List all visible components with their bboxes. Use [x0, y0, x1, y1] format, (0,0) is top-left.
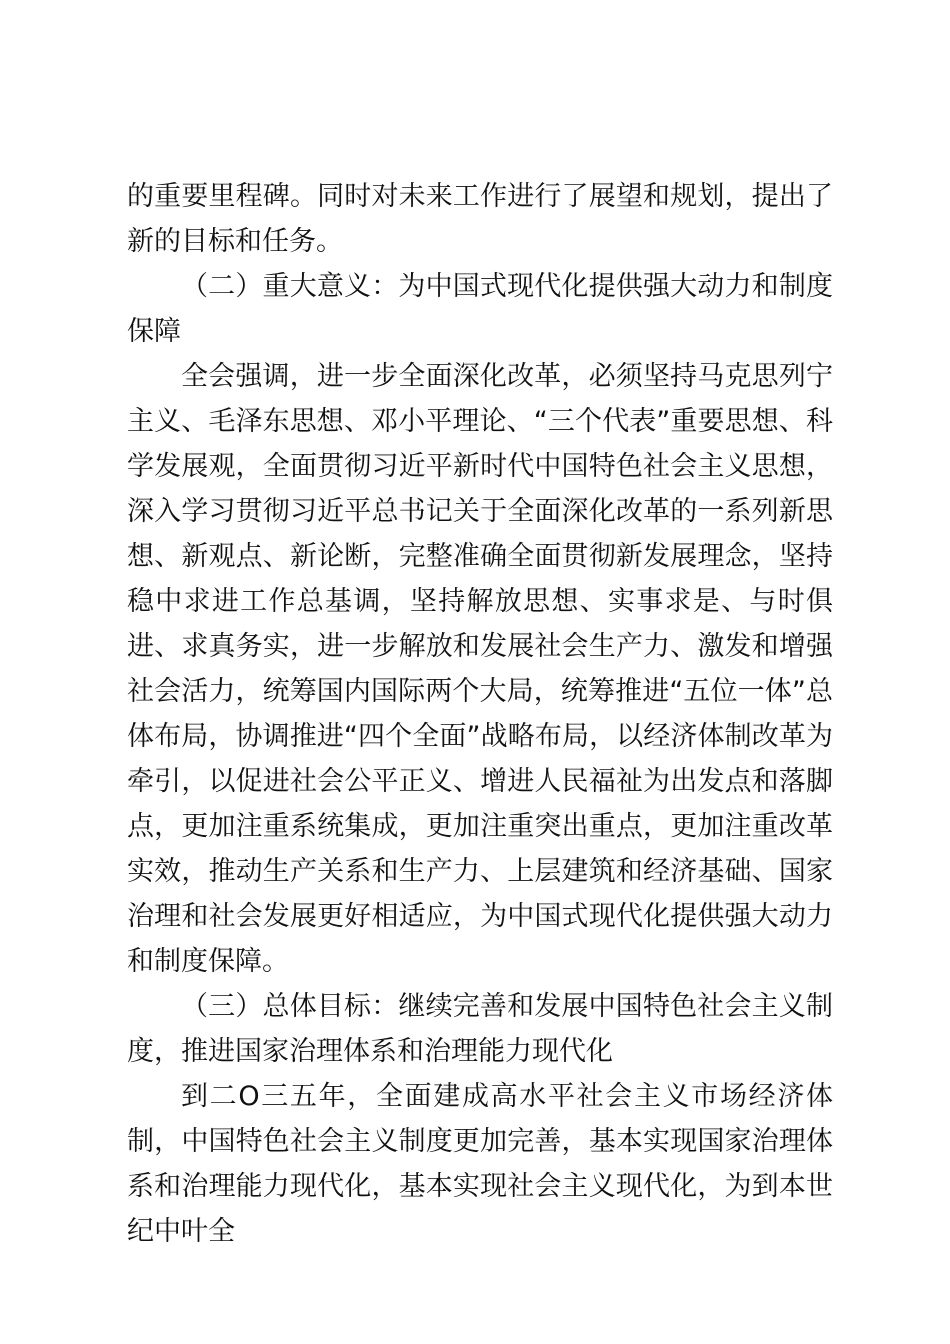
- section-heading-significance: （二）重大意义：为中国式现代化提供强大动力和制度保障: [127, 271, 833, 347]
- paragraph-continuation: 的重要里程碑。同时对未来工作进行了展望和规划，提出了新的目标和任务。: [127, 181, 833, 257]
- section-heading-overall-goal: （三）总体目标：继续完善和发展中国特色社会主义制度，推进国家治理体系和治理能力现代化: [127, 991, 833, 1067]
- document-body: [127, 174, 833, 1254]
- paragraph-plenary-emphasis: 全会强调，进一步全面深化改革，必须坚持马克思列宁主义、毛泽东思想、邓小平理论、“三个代表”重要思想、科学发展观，全面贯彻习近平新时代中国特色社会主义思想，深入学习贯彻习近平总书记关于全面深化改革的一系列新思想、新观点、新论断，完整准确全面贯彻新发展理念，坚持稳中求进工作总基调，坚持解放思想、实事求是、与时俱进、求真务实，进一步解放和发展社会生产力、激发和增强社会活力，统筹国内国际两个大局，统筹推进“五位一体”总体布局，协调推进“四个全面”战略布局，以经济体制改革为牵引，以促进社会公平正义、增进人民福祉为出发点和落脚点，更加注重系统集成，更加注重突出重点，更加注重改革实效，推动生产关系和生产力、上层建筑和经济基础、国家治理和社会发展更好相适应，为中国式现代化提供强大动力和制度保障。: [127, 361, 833, 977]
- paragraph-2035-goal: 到二O三五年，全面建成高水平社会主义市场经济体制，中国特色社会主义制度更加完善，基本实现国家治理体系和治理能力现代化，基本实现社会主义现代化，为到本世纪中叶全: [127, 1081, 833, 1247]
